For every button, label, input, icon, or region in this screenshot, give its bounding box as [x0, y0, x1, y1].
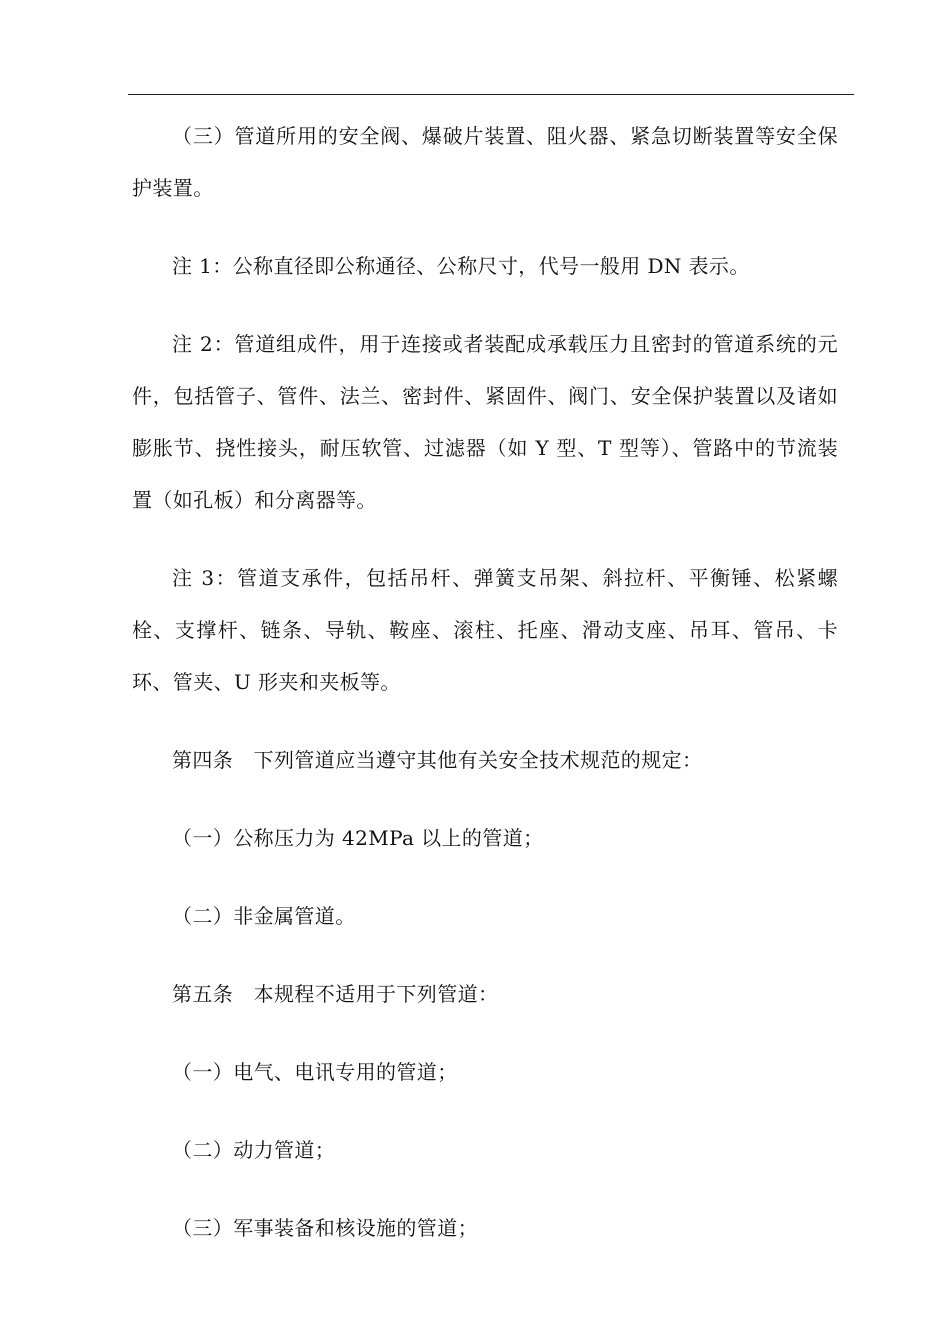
note-3-pipe-supports: 注 3：管道支承件，包括吊杆、弹簧支吊架、斜拉杆、平衡锤、松紧螺栓、支撑杆、链条、导轨、鞍座、滚柱、托座、滑动支座、吊耳、管吊、卡环、管夹、U 形夹和夹板等。	[132, 566, 838, 694]
note-2-pipe-components: 注 2：管道组成件，用于连接或者装配成承载压力且密封的管道系统的元件，包括管子、管件、法兰、密封件、紧固件、阀门、安全保护装置以及诸如膨胀节、挠性接头，耐压软管、过滤器（如 Y 型、T 型等）、管路中的节流装置（如孔板）和分离器等。	[132, 332, 838, 512]
note-1-nominal-diameter: 注 1：公称直径即公称通径、公称尺寸，代号一般用 DN 表示。	[172, 254, 750, 278]
header-rule	[128, 94, 854, 95]
article-5-item-3: （三）军事装备和核设施的管道；	[172, 1216, 478, 1240]
article-4-item-1: （一）公称压力为 42MPa 以上的管道；	[172, 826, 544, 850]
article-5-heading: 第五条 本规程不适用于下列管道：	[172, 982, 499, 1006]
document-body	[132, 110, 838, 1254]
article-4-heading: 第四条 下列管道应当遵守其他有关安全技术规范的规定：	[172, 748, 703, 772]
article-5-item-2: （二）动力管道；	[172, 1138, 336, 1162]
article-4-item-2: （二）非金属管道。	[172, 904, 356, 928]
paragraph-item-3-safety-devices: （三）管道所用的安全阀、爆破片装置、阻火器、紧急切断装置等安全保护装置。	[132, 124, 838, 200]
article-5-item-1: （一）电气、电讯专用的管道；	[172, 1060, 458, 1084]
